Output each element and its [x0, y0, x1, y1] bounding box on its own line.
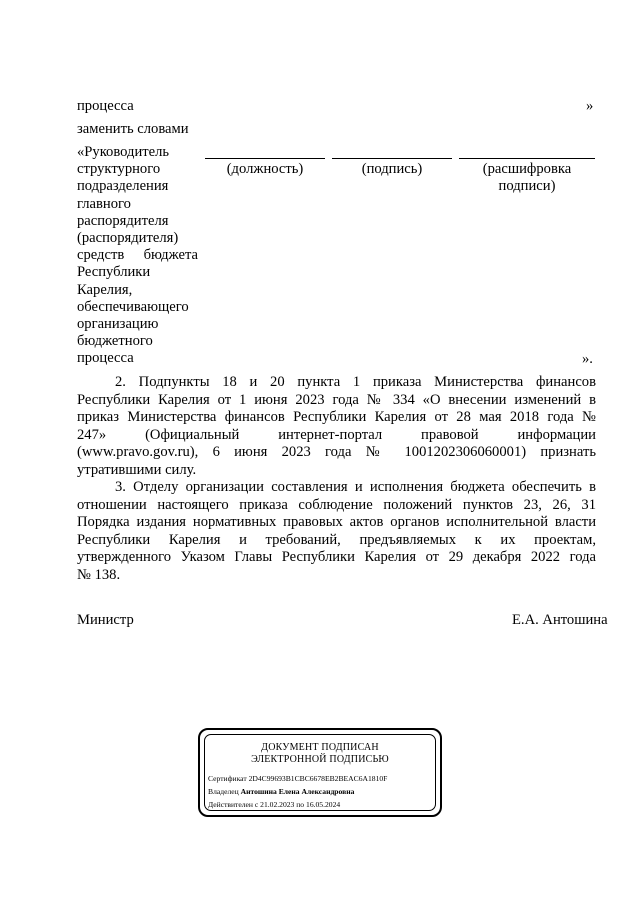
- paragraph-line: 3. Отделу организации составления и исполнения бюджета обеспечить в: [115, 479, 596, 495]
- decoding-rule: [459, 158, 595, 159]
- stamp-header-1: ДОКУМЕНТ ПОДПИСАН: [261, 742, 379, 753]
- stamp-cert-value: 2D4C99693B1CBC6678EB2BEAC6A1810F: [248, 774, 388, 783]
- role-line: Карелия,: [77, 281, 133, 298]
- paragraph-3: [77, 479, 596, 585]
- role-line: подразделения: [77, 178, 169, 195]
- role-line: «Руководитель: [77, 144, 170, 160]
- electronic-signature-stamp: [198, 728, 442, 817]
- decoding-caption-2: подписи): [498, 178, 556, 194]
- role-line: процесса: [77, 350, 134, 367]
- stamp-valid-label: Действителен: [208, 800, 253, 809]
- role-word: средств: [77, 247, 125, 264]
- stamp-owner-value: Антошина Елена Александровна: [240, 787, 355, 796]
- paragraph-line: утвержденного Указом Главы Республики Карелия от 29 декабря 2022 года: [77, 549, 596, 566]
- signature-field: [332, 144, 452, 178]
- paragraph-2: [77, 374, 596, 480]
- closing-quote: »: [586, 98, 594, 114]
- stamp-owner-label: Владелец: [208, 787, 239, 796]
- position-rule: [205, 158, 325, 159]
- text-line-replace: заменить словами: [77, 121, 189, 137]
- decoding-field: [459, 144, 595, 195]
- position-field: [205, 144, 325, 178]
- stamp-owner-row: [208, 787, 354, 796]
- signature-caption: (подпись): [361, 161, 423, 177]
- position-caption: (должность): [226, 161, 304, 177]
- paragraph-line: утратившими силу.: [77, 461, 197, 478]
- role-line: бюджетного: [77, 333, 153, 350]
- signatory-name: Е.А. Антошина: [512, 612, 608, 628]
- paragraph-line: 2. Подпункты 18 и 20 пункта 1 приказа Министерства финансов: [115, 374, 596, 390]
- stamp-certificate-row: [208, 774, 387, 783]
- paragraph-line: № 138.: [77, 566, 121, 583]
- signatory-title: Министр: [77, 612, 134, 628]
- stamp-cert-label: Сертификат: [208, 774, 247, 783]
- stamp-header-2: ЭЛЕКТРОННОЙ ПОДПИСЬЮ: [251, 754, 389, 765]
- paragraph-line: Республики Карелия от 1 июня 2023 года № 334 «О внесении изменений в: [77, 391, 596, 408]
- role-line: структурного: [77, 161, 161, 178]
- role-line: Республики: [77, 264, 151, 281]
- paragraph-line: 247» (Официальный интернет-портал правовой информации: [77, 426, 596, 443]
- role-text-column: [77, 144, 202, 368]
- stamp-valid-from-prefix: с: [254, 800, 259, 809]
- paragraph-line: Порядка издания нормативных правовых актов органов исполнительной власти: [77, 514, 596, 531]
- paragraph-line: (www.pravo.gov.ru), 6 июня 2023 года № 1001202306060001) признать: [77, 444, 596, 461]
- role-line: (распорядителя): [77, 230, 179, 247]
- role-line: обеспечивающего: [77, 298, 189, 315]
- role-line: главного: [77, 195, 131, 212]
- role-word: бюджета: [143, 247, 198, 264]
- role-line: распорядителя: [77, 212, 169, 229]
- text-line-process: процесса: [77, 98, 134, 114]
- stamp-valid-from: 21.02.2023: [260, 800, 295, 809]
- decoding-caption-1: (расшифровка: [482, 161, 572, 177]
- role-line: организацию: [77, 316, 159, 333]
- stamp-valid-to: 16.05.2024: [306, 800, 341, 809]
- paragraph-line: приказ Министерства финансов Республики Карелия от 28 мая 2018 года №: [77, 409, 596, 426]
- closing-quote-period: ».: [582, 351, 593, 367]
- signature-rule: [332, 158, 452, 159]
- role-line-justified: [77, 247, 198, 264]
- paragraph-line: отношении настоящего приказа соблюдение положений пунктов 23, 26, 31: [77, 496, 596, 513]
- paragraph-line: Республики Карелия и требований, предъявляемых к их проектам,: [77, 531, 596, 548]
- stamp-validity-row: [208, 800, 340, 809]
- stamp-valid-to-prefix: по: [296, 800, 305, 809]
